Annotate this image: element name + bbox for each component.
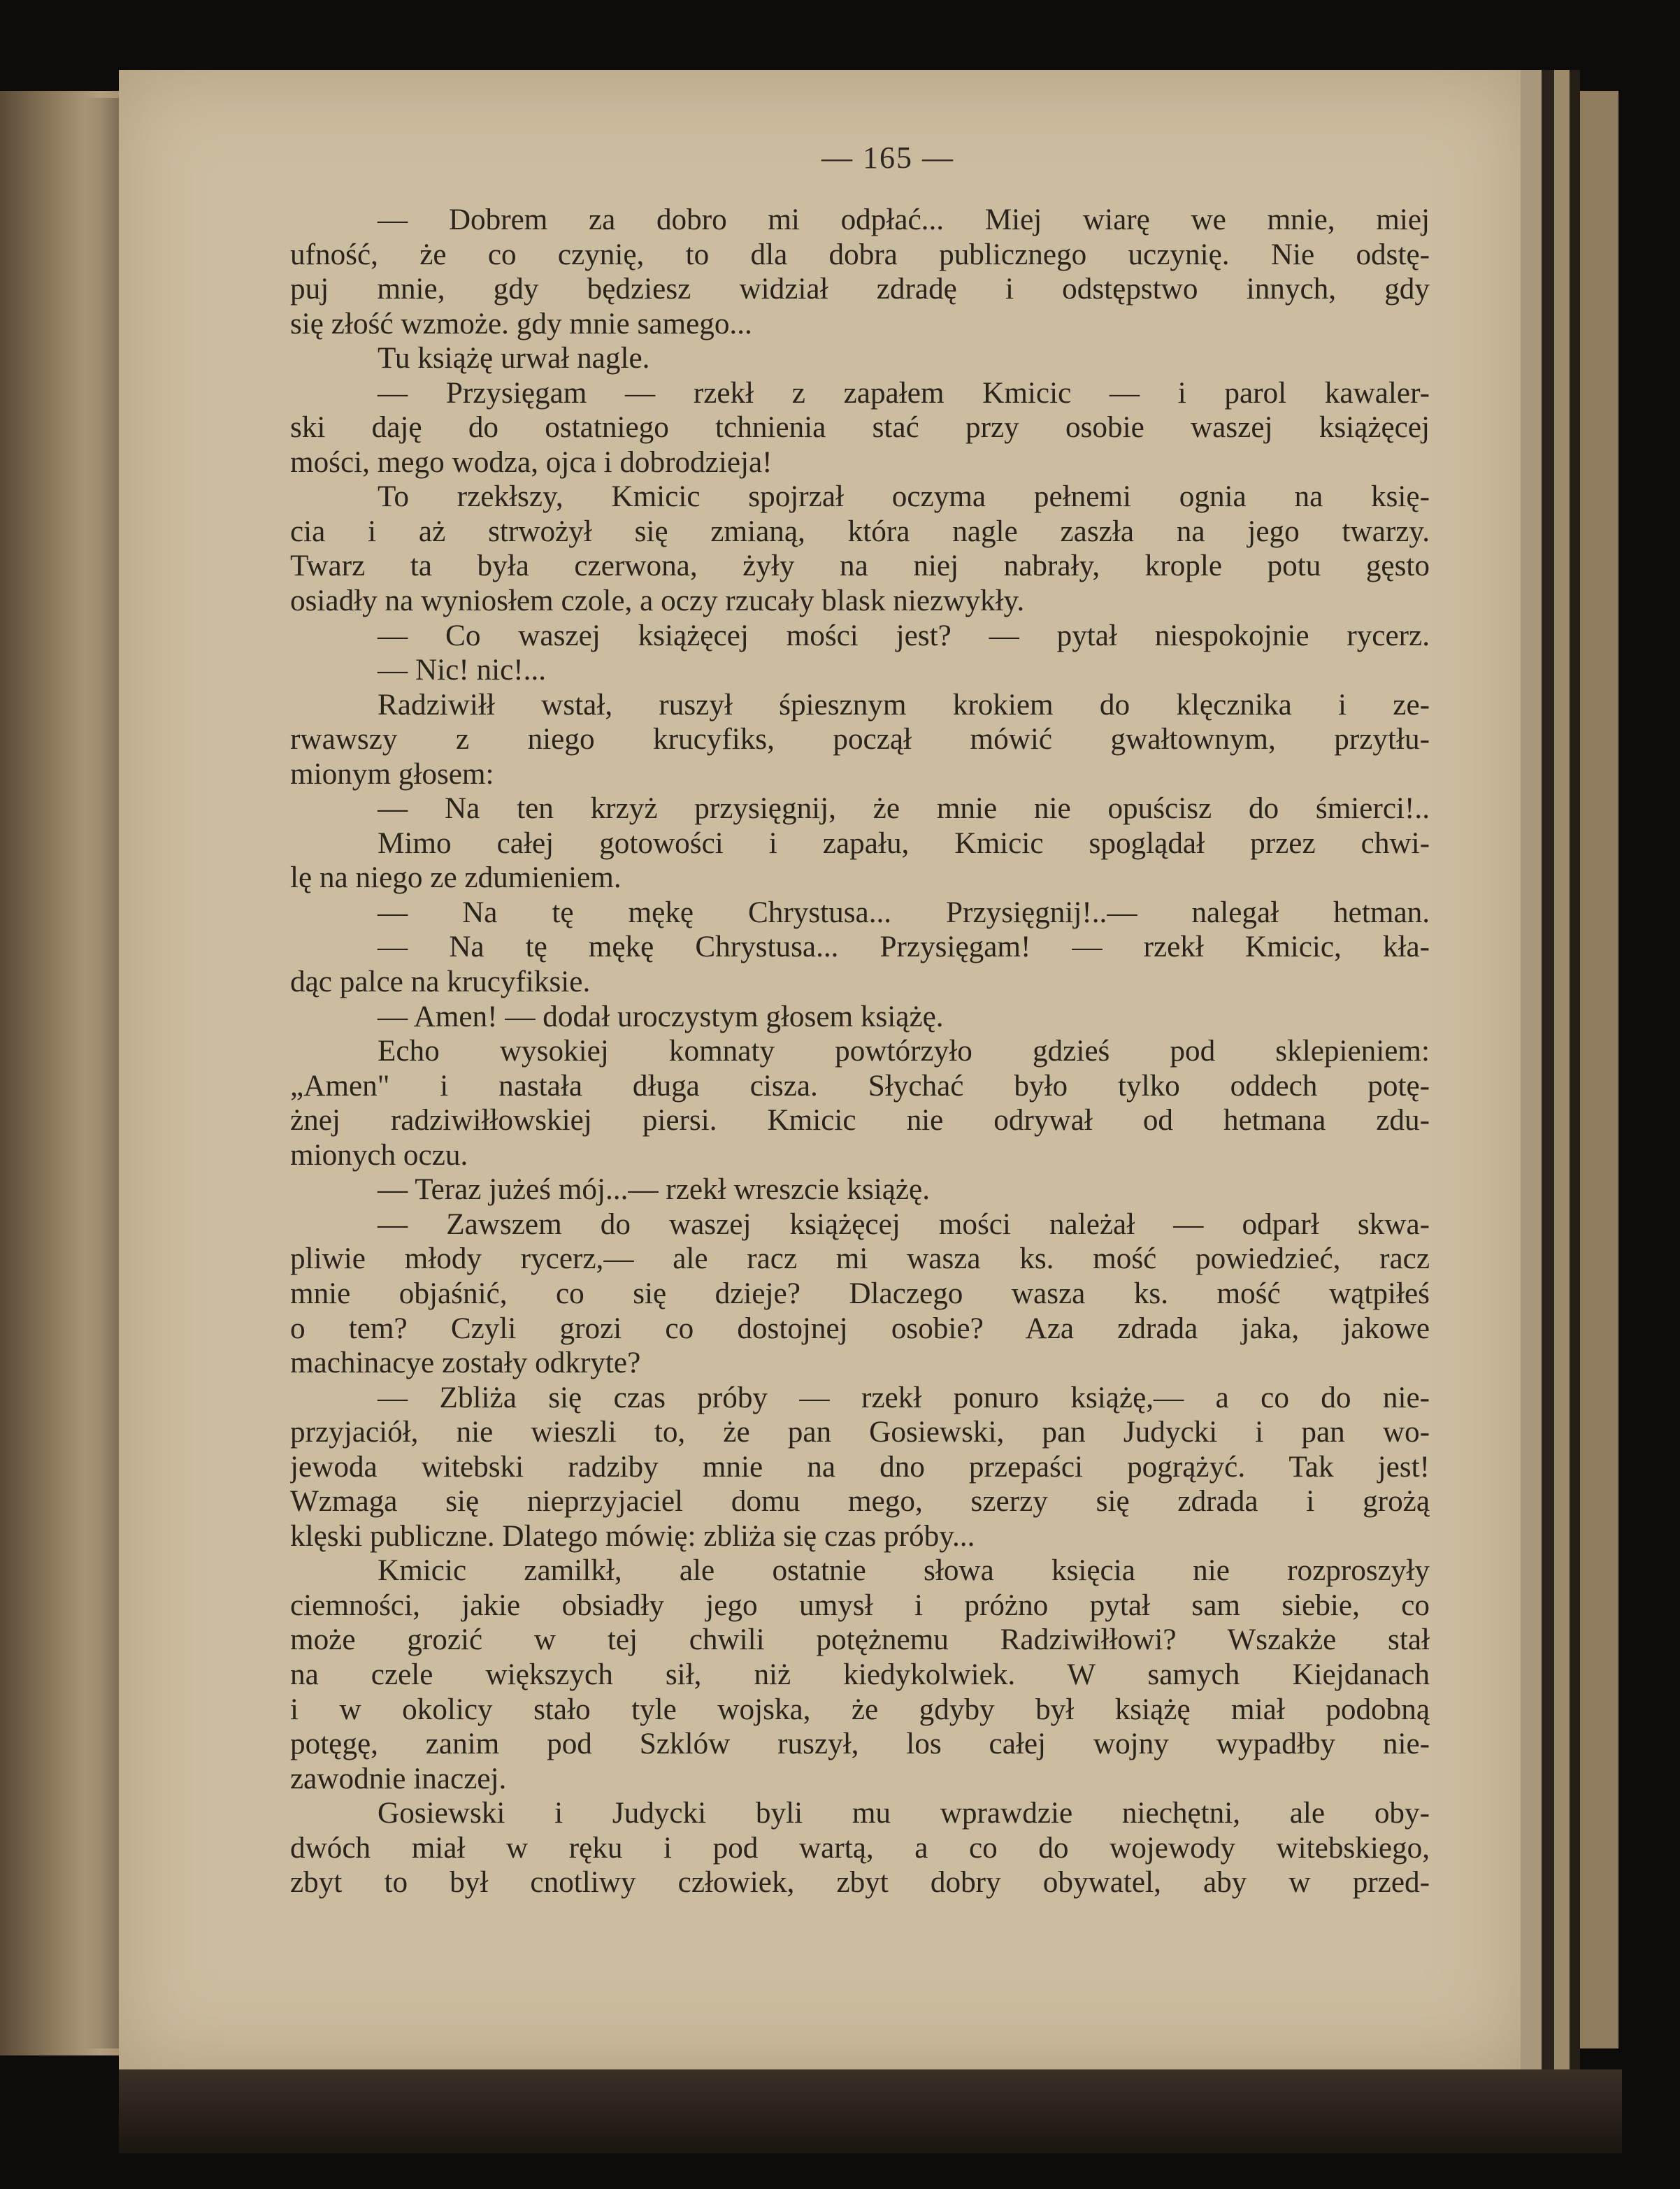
text-line: Kmicic zamilkł, ale ostatnie słowa księcia nie rozproszyły bbox=[378, 1554, 1430, 1588]
text-line: — Nic! nic!... bbox=[378, 654, 547, 687]
text-line: mości, mego wodza, ojca i dobrodzieja! bbox=[290, 445, 773, 479]
text-line: Gosiewski i Judycki byli mu wprawdzie niechętni, ale oby- bbox=[378, 1797, 1430, 1830]
text-line: się złość wzmoże. gdy mnie samego... bbox=[290, 307, 752, 340]
text-line: Mimo całej gotowości i zapału, Kmicic spoglądał przez chwi- bbox=[378, 826, 1430, 860]
text-line: — Zawszem do waszej książęcej mości należał — odparł skwa- bbox=[378, 1207, 1430, 1241]
text-line: mnie objaśnić, co się dzieje? Dlaczego wasza ks. mość wątpiłeś bbox=[290, 1277, 1430, 1310]
text-line: puj mnie, gdy będziesz widział zdradę i odstępstwo innych, gdy bbox=[290, 273, 1430, 306]
cover-edge bbox=[1580, 91, 1618, 2048]
text-line: cia i aż strwożył się zmianą, która nagle zaszła na jego twarzy. bbox=[290, 515, 1430, 548]
text-line: machinacye zostały odkryte? bbox=[290, 1347, 641, 1380]
text-line: może grozić w tej chwili potężnemu Radziwiłłowi? Wszakże stał bbox=[290, 1623, 1430, 1657]
page-edge-gap bbox=[1570, 70, 1580, 2076]
text-line: „Amen" i nastała długa cisza. Słychać było tylko oddech potę- bbox=[290, 1069, 1430, 1103]
text-line: Wzmaga się nieprzyjaciel domu mego, szerzy się zdrada i grożą bbox=[290, 1485, 1430, 1519]
text-line: mionych oczu. bbox=[290, 1138, 468, 1172]
text-line: To rzekłszy, Kmicic spojrzał oczyma pełnemi ognia na księ- bbox=[378, 480, 1430, 514]
bottom-shadow bbox=[119, 2069, 1622, 2153]
page-edge bbox=[1521, 70, 1542, 2076]
text-line: zbyt to był cnotliwy człowiek, zbyt dobry obywatel, aby w przed- bbox=[290, 1866, 1430, 1900]
page-edge bbox=[1554, 70, 1570, 2076]
text-line: o tem? Czyli grozi co dostojnej osobie? Aza zdrada jaka, jakowe bbox=[290, 1312, 1430, 1345]
body-text bbox=[290, 203, 1430, 1900]
text-line: potęgę, zanim pod Szklów ruszył, los całej wojny wypadłby nie- bbox=[290, 1728, 1430, 1761]
text-line: zawodnie inaczej. bbox=[290, 1762, 507, 1795]
text-line: na czele większych sił, niż kiedykolwiek. W samych Kiejdanach bbox=[290, 1658, 1430, 1691]
page-edge-gap bbox=[1542, 70, 1554, 2076]
text-line: Radziwiłł wstał, ruszył śpiesznym krokiem do klęcznika i ze- bbox=[378, 688, 1430, 722]
text-line: — Na ten krzyż przysięgnij, że mnie nie opuścisz do śmierci!.. bbox=[378, 792, 1430, 826]
text-line: Twarz ta była czerwona, żyły na niej nabrały, krople potu gęsto bbox=[290, 550, 1430, 583]
text-line: — Na tę mękę Chrystusa... Przysięgnij!..— nalegał hetman. bbox=[378, 896, 1430, 929]
text-line: przyjaciół, nie wieszli to, że pan Gosiewski, pan Judycki i pan wo- bbox=[290, 1416, 1430, 1449]
text-line: mionym głosem: bbox=[290, 757, 494, 791]
text-line: dwóch miał w ręku i pod wartą, a co do wojewody witebskiego, bbox=[290, 1831, 1430, 1865]
text-line: osiadły na wyniosłem czole, a oczy rzucały blask niezwykły. bbox=[290, 584, 1025, 618]
text-line: żnej radziwiłłowskiej piersi. Kmicic nie odrywał od hetmana zdu- bbox=[290, 1104, 1430, 1137]
text-line: pliwie młody rycerz,— ale racz mi wasza ks. mość powiedzieć, racz bbox=[290, 1242, 1430, 1276]
text-line: ski daję do ostatniego tchnienia stać przy osobie waszej książęcej bbox=[290, 411, 1430, 445]
text-line: ufność, że co czynię, to dla dobra publicznego uczynię. Nie odstę- bbox=[290, 238, 1430, 271]
text-line: — Teraz jużeś mój...— rzekł wreszcie książę. bbox=[378, 1173, 931, 1207]
page-number: — 165 — bbox=[821, 141, 954, 175]
text-line: lę na niego ze zdumieniem. bbox=[290, 861, 622, 895]
text-line: — Co waszej książęcej mości jest? — pytał niespokojnie rycerz. bbox=[378, 619, 1430, 652]
text-line: — Zbliża się czas próby — rzekł ponuro książę,— a co do nie- bbox=[378, 1381, 1430, 1414]
text-line: — Dobrem za dobro mi odpłać... Miej wiarę we mnie, miej bbox=[378, 203, 1430, 236]
text-line: i w okolicy stało tyle wojska, że gdyby był książę miał podobną bbox=[290, 1693, 1430, 1726]
text-line: Echo wysokiej komnaty powtórzyło gdzieś pod sklepieniem: bbox=[378, 1035, 1430, 1068]
text-line: Tu książę urwał nagle. bbox=[378, 342, 650, 375]
text-line: klęski publiczne. Dlatego mówię: zbliża się czas próby... bbox=[290, 1519, 975, 1553]
text-line: — Przysięgam — rzekł z zapałem Kmicic — i parol kawaler- bbox=[378, 376, 1430, 410]
text-line: jewoda witebski radziby mnie na dno przepaści pogrążyć. Tak jest! bbox=[290, 1450, 1430, 1484]
text-line: — Na tę mękę Chrystusa... Przysięgam! — rzekł Kmicic, kła- bbox=[378, 931, 1430, 964]
text-line: dąc palce na krucyfiksie. bbox=[290, 966, 591, 999]
text-line: ciemności, jakie obsiadły jego umysł i próżno pytał sam siebie, co bbox=[290, 1588, 1430, 1622]
text-line: — Amen! — dodał uroczystym głosem książę. bbox=[378, 1000, 944, 1033]
text-line: rwawszy z niego krucyfiks, począł mówić gwałtownym, przytłu- bbox=[290, 723, 1430, 756]
